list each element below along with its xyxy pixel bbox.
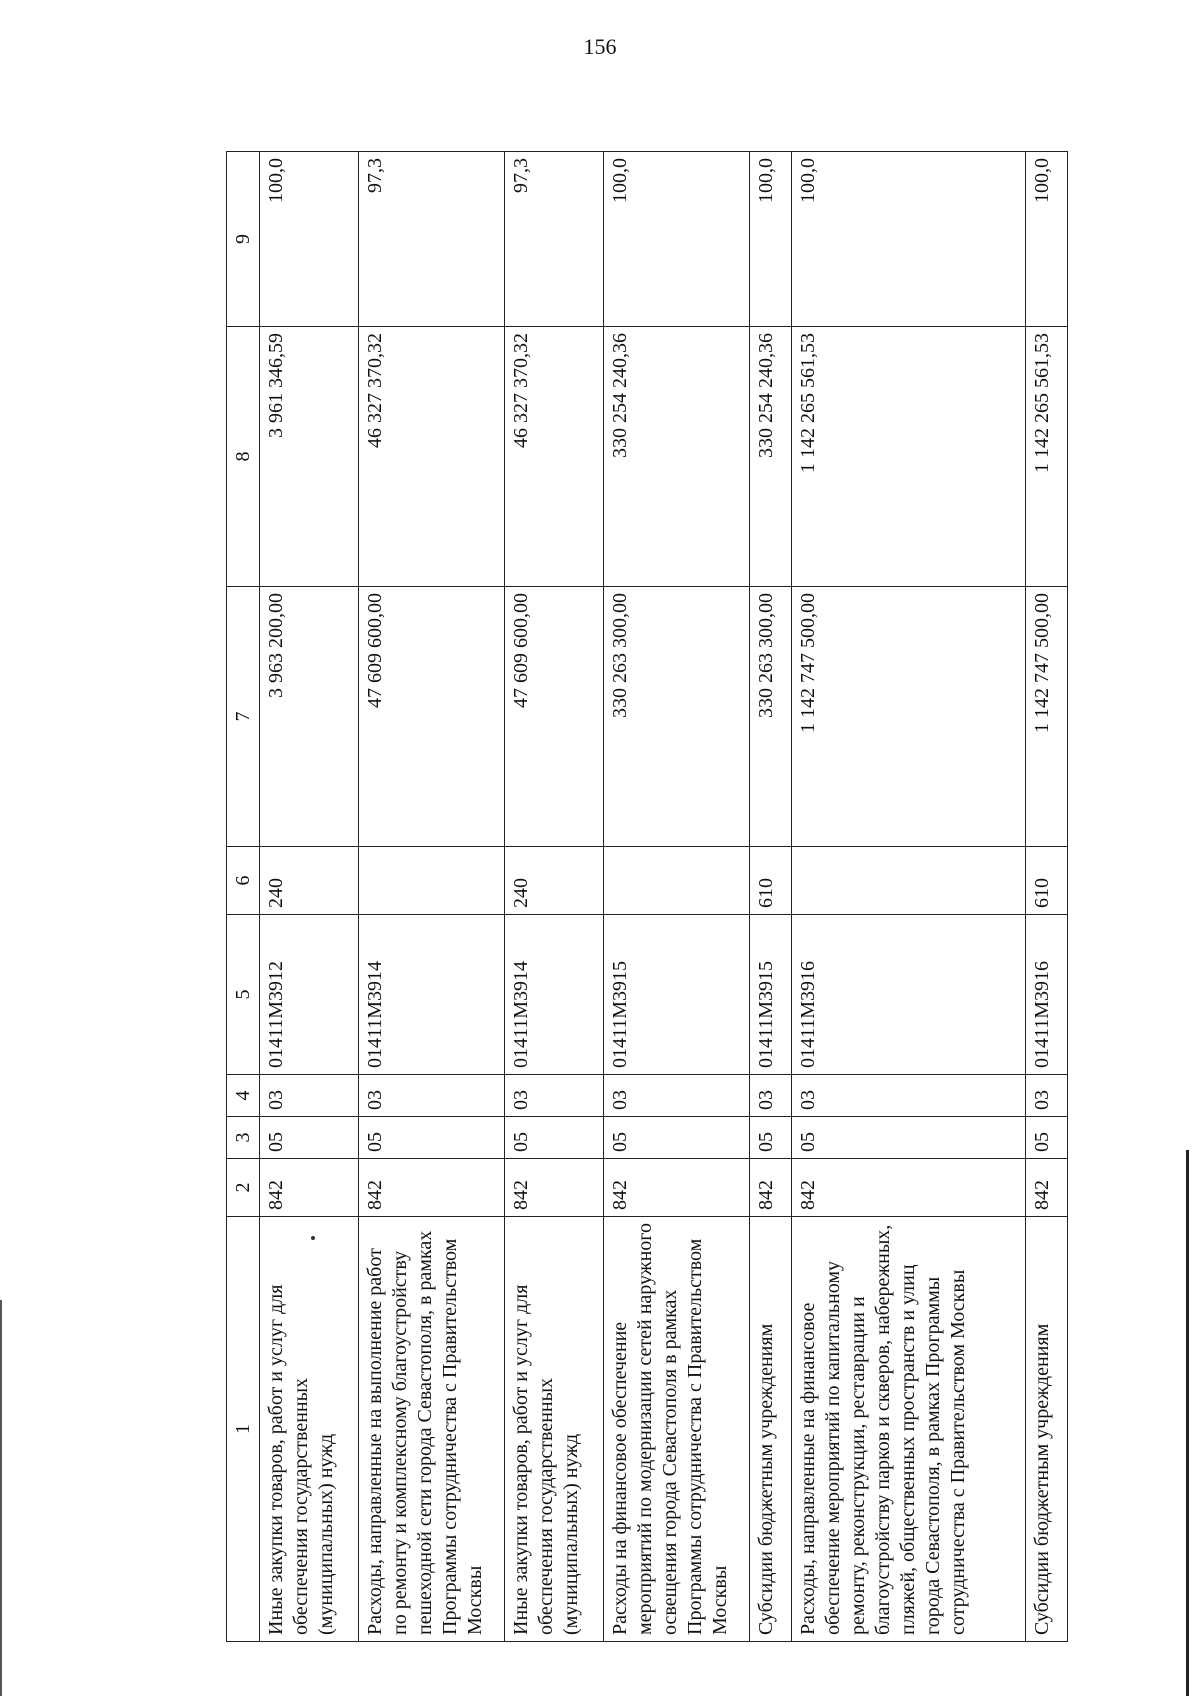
row-name: Субсидии бюджетным учреждениям <box>749 1217 791 1642</box>
cell-c6 <box>791 847 1026 915</box>
header-row <box>227 152 260 1642</box>
cell-c2: 842 <box>749 1159 791 1217</box>
cell-c9: 97,3 <box>504 152 603 327</box>
col-header-6: 6 <box>227 847 260 915</box>
cell-c4: 03 <box>604 1075 750 1117</box>
cell-c4: 03 <box>749 1075 791 1117</box>
cell-c7: 330 263 300,00 <box>749 587 791 847</box>
table-row <box>260 152 359 1642</box>
cell-c9: 100,0 <box>791 152 1026 327</box>
cell-c8: 3 961 346,59 <box>260 327 359 587</box>
row-name: Расходы, направленные на финансовое обеспечение мероприятий по капитальному ремонту, реконструкции, реставрации и благоустройству парков и скверов, набережных, пляжей, общественных пространств и улиц города Севастополя, в рамках Программы сотрудничества с Правительством Москвы <box>791 1217 1026 1642</box>
row-name: Субсидии бюджетным учреждениям <box>1026 1217 1068 1642</box>
cell-c4: 03 <box>1026 1075 1068 1117</box>
col-header-3: 3 <box>227 1117 260 1159</box>
cell-c9: 100,0 <box>260 152 359 327</box>
cell-c4: 03 <box>791 1075 1026 1117</box>
cell-c3: 05 <box>1026 1117 1068 1159</box>
cell-c4: 03 <box>504 1075 603 1117</box>
cell-c6 <box>359 847 505 915</box>
cell-c7: 3 963 200,00 <box>260 587 359 847</box>
table-row <box>749 152 791 1642</box>
cell-c2: 842 <box>604 1159 750 1217</box>
row-name: Иные закупки товаров, работ и услуг для обеспечения государственных (муниципальных) нужд <box>260 1217 359 1642</box>
cell-c2: 842 <box>1026 1159 1068 1217</box>
table-row <box>359 152 505 1642</box>
row-name: Иные закупки товаров, работ и услуг для обеспечения государственных (муниципальных) нужд <box>504 1217 603 1642</box>
cell-c3: 05 <box>504 1117 603 1159</box>
cell-c3: 05 <box>749 1117 791 1159</box>
cell-c7: 330 263 300,00 <box>604 587 750 847</box>
cell-c2: 842 <box>260 1159 359 1217</box>
cell-c3: 05 <box>604 1117 750 1159</box>
cell-c8: 330 254 240,36 <box>749 327 791 587</box>
cell-c9: 97,3 <box>359 152 505 327</box>
col-header-4: 4 <box>227 1075 260 1117</box>
cell-c4: 03 <box>260 1075 359 1117</box>
cell-c9: 100,0 <box>604 152 750 327</box>
row-name: Расходы, направленные на выполнение работ по ремонту и комплексному благоустройству пешеходной сети города Севастополя, в рамках Программы сотрудничества с Правительством Москвы <box>359 1217 505 1642</box>
cell-c3: 05 <box>791 1117 1026 1159</box>
cell-c5: 01411М3916 <box>791 915 1026 1075</box>
cell-c8: 1 142 265 561,53 <box>1026 327 1068 587</box>
scan-dot <box>311 1236 315 1240</box>
col-header-5: 5 <box>227 915 260 1075</box>
cell-c2: 842 <box>791 1159 1026 1217</box>
cell-c8: 1 142 265 561,53 <box>791 327 1026 587</box>
cell-c5: 01411М3915 <box>749 915 791 1075</box>
cell-c9: 100,0 <box>1026 152 1068 327</box>
cell-c9: 100,0 <box>749 152 791 327</box>
page-number: 156 <box>583 34 617 59</box>
cell-c6 <box>604 847 750 915</box>
cell-c6: 610 <box>749 847 791 915</box>
table-row <box>791 152 1026 1642</box>
scan-edge-line-left <box>0 1300 2 1696</box>
cell-c5: 01411М3915 <box>604 915 750 1075</box>
table-row <box>604 152 750 1642</box>
cell-c2: 842 <box>359 1159 505 1217</box>
table-row <box>504 152 603 1642</box>
cell-c7: 1 142 747 500,00 <box>791 587 1026 847</box>
cell-c6: 240 <box>504 847 603 915</box>
cell-c8: 46 327 370,32 <box>359 327 505 587</box>
col-header-7: 7 <box>227 587 260 847</box>
cell-c5: 01411М3916 <box>1026 915 1068 1075</box>
scan-edge-line <box>1186 1150 1189 1696</box>
cell-c8: 330 254 240,36 <box>604 327 750 587</box>
col-header-9: 9 <box>227 152 260 327</box>
cell-c3: 05 <box>359 1117 505 1159</box>
col-header-8: 8 <box>227 327 260 587</box>
cell-c7: 1 142 747 500,00 <box>1026 587 1068 847</box>
cell-c5: 01411М3914 <box>504 915 603 1075</box>
cell-c4: 03 <box>359 1075 505 1117</box>
budget-table-rotated <box>226 152 1068 1642</box>
cell-c3: 05 <box>260 1117 359 1159</box>
cell-c7: 47 609 600,00 <box>359 587 505 847</box>
cell-c2: 842 <box>504 1159 603 1217</box>
cell-c5: 01411М3914 <box>359 915 505 1075</box>
cell-c6: 610 <box>1026 847 1068 915</box>
table-row <box>1026 152 1068 1642</box>
budget-table <box>226 151 1068 1642</box>
row-name: Расходы на финансовое обеспечение мероприятий по модернизации сетей наружного освещения города Севастополя в рамках Программы сотрудничества с Правительством Москвы <box>604 1217 750 1642</box>
cell-c7: 47 609 600,00 <box>504 587 603 847</box>
cell-c6: 240 <box>260 847 359 915</box>
cell-c5: 01411М3912 <box>260 915 359 1075</box>
col-header-2: 2 <box>227 1159 260 1217</box>
col-header-1: 1 <box>227 1217 260 1642</box>
cell-c8: 46 327 370,32 <box>504 327 603 587</box>
